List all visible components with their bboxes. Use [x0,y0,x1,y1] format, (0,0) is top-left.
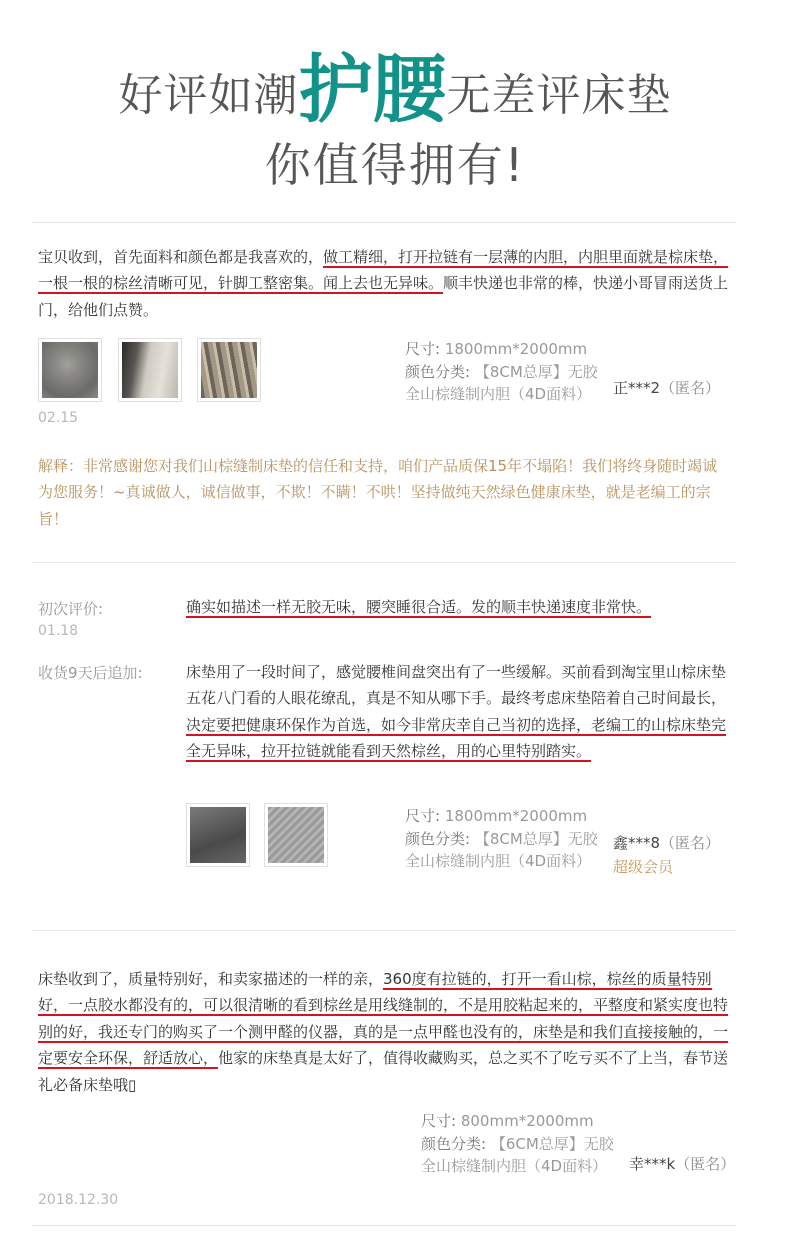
review-date: 02.15 [38,410,79,426]
headline-line-1 [0,46,790,135]
headline-line-2: 你值得拥有! [264,138,526,192]
followup-review-label: 收货9天后追加: [38,664,143,682]
review-text-highlight: 做工精细，打开拉链有一层薄的内胆，内胆里面就是棕床垫，一根一根的棕丝清晰可见，针脚工整密集。闻上去也无异味。 [38,248,729,293]
size-value: 800mm*2000mm [460,1112,594,1130]
review-date: 01.18 [38,623,79,639]
color-label: 颜色分类: [405,829,471,848]
size-value: 1800mm*2000mm [444,340,588,358]
divider [32,562,736,563]
review-text-part: 床垫用了一段时间了，感觉腰椎间盘突出有了一些缓解。买前看到淘宝里山棕床垫五花八门看的人眼花缭乱，真是不知从哪下手。最终考虑床垫陪着自己时间最长， [186,663,727,708]
size-value: 1800mm*2000mm [444,807,588,825]
review-photo-thumbnail[interactable] [38,338,102,402]
reviewer-name [613,377,720,398]
review-text-part: 宝贝收到，首先面料和颜色都是我喜欢的， [38,248,324,266]
followup-review-text [186,659,726,765]
review-text [38,966,730,1098]
anonymous-tag: （匿名） [660,834,721,852]
divider [32,930,736,931]
seller-reply: 解释：非常感谢您对我们山棕缝制床垫的信任和支持，咱们产品质保15年不塌陷！我们将终身随时竭诚为您服务！~真诚做人，诚信做事，不欺！不瞒！不哄！坚持做纯天然绿色健康床垫，就是老编工的宗旨！ [38,457,718,528]
color-label: 颜色分类: [405,362,471,381]
review-photo-thumbnail[interactable] [118,338,182,402]
reviewer-name [629,1153,735,1174]
reviewer-nick: 鑫***8 [613,834,661,852]
sku-info [421,1110,621,1178]
color-label: 颜色分类: [421,1134,487,1153]
vip-badge: 超级会员 [613,858,674,876]
size-label: 尺寸: [405,807,441,825]
reviewer-nick: 幸***k [629,1155,676,1173]
review-text-highlight: 确实如描述一样无胶无味，腰突睡很合适。发的顺丰快递速度非常快。 [186,598,652,616]
review-text [38,244,730,323]
color-value: 【6CM总厚】无胶全山棕缝制内胆（4D面料） [421,1134,614,1176]
review-photo-thumbnail[interactable] [197,338,261,402]
headline-emphasis: 护腰 [298,47,447,133]
sku-info [405,338,605,406]
review-photo-thumbnail[interactable] [264,803,328,867]
review-text-part: 顺丰快递也非常的棒，快递小哥冒雨送货上门，给他们点赞。 [38,274,729,319]
headline-suffix: 无差评床垫 [446,69,672,121]
divider [32,222,736,223]
review-text-highlight: 决定要把健康环保作为首选，如今非常庆幸自己当初的选择，老编工的山棕床垫完全无异味，拉开拉链就能看到天然棕丝，用的心里特别踏实。 [186,715,727,761]
review-date: 2018.12.30 [38,1192,119,1208]
size-label: 尺寸: [405,340,441,358]
review-text-part: 他家的床垫真是太好了，值得收藏购买，总之买不了吃亏买不了上当，春节送礼必备床垫哦▯ [38,1049,729,1094]
headline-prefix: 好评如潮 [118,69,299,121]
page-header [0,0,790,222]
reviewer-nick: 正***2 [613,379,661,397]
size-label: 尺寸: [421,1112,457,1130]
sku-info [405,805,605,873]
anonymous-tag: （匿名） [660,379,721,397]
anonymous-tag: （匿名） [675,1155,736,1173]
initial-review-label: 初次评价: [38,600,104,618]
color-value: 【8CM总厚】无胶全山棕缝制内胆（4D面料） [405,362,598,404]
color-value: 【8CM总厚】无胶全山棕缝制内胆（4D面料） [405,829,598,871]
reviewer-name [613,832,720,853]
divider [32,1225,736,1226]
review-photo-thumbnail[interactable] [186,803,250,867]
review-text-highlight: 360度有拉链的，打开一看山棕，棕丝的质量特别好，一点胶水都没有的，可以很清晰的看到棕丝是用线缝制的，不是用胶粘起来的，平整度和紧实度也特别的好，我还专门的购买了一个测甲醛的仪器，真的是一点甲醛也没有的，床垫是和我们直接接触的，一定要安全环保，舒适放心， [38,970,729,1068]
initial-review-text [186,594,726,620]
review-text-part: 床垫收到了，质量特别好，和卖家描述的一样的亲， [38,970,384,988]
